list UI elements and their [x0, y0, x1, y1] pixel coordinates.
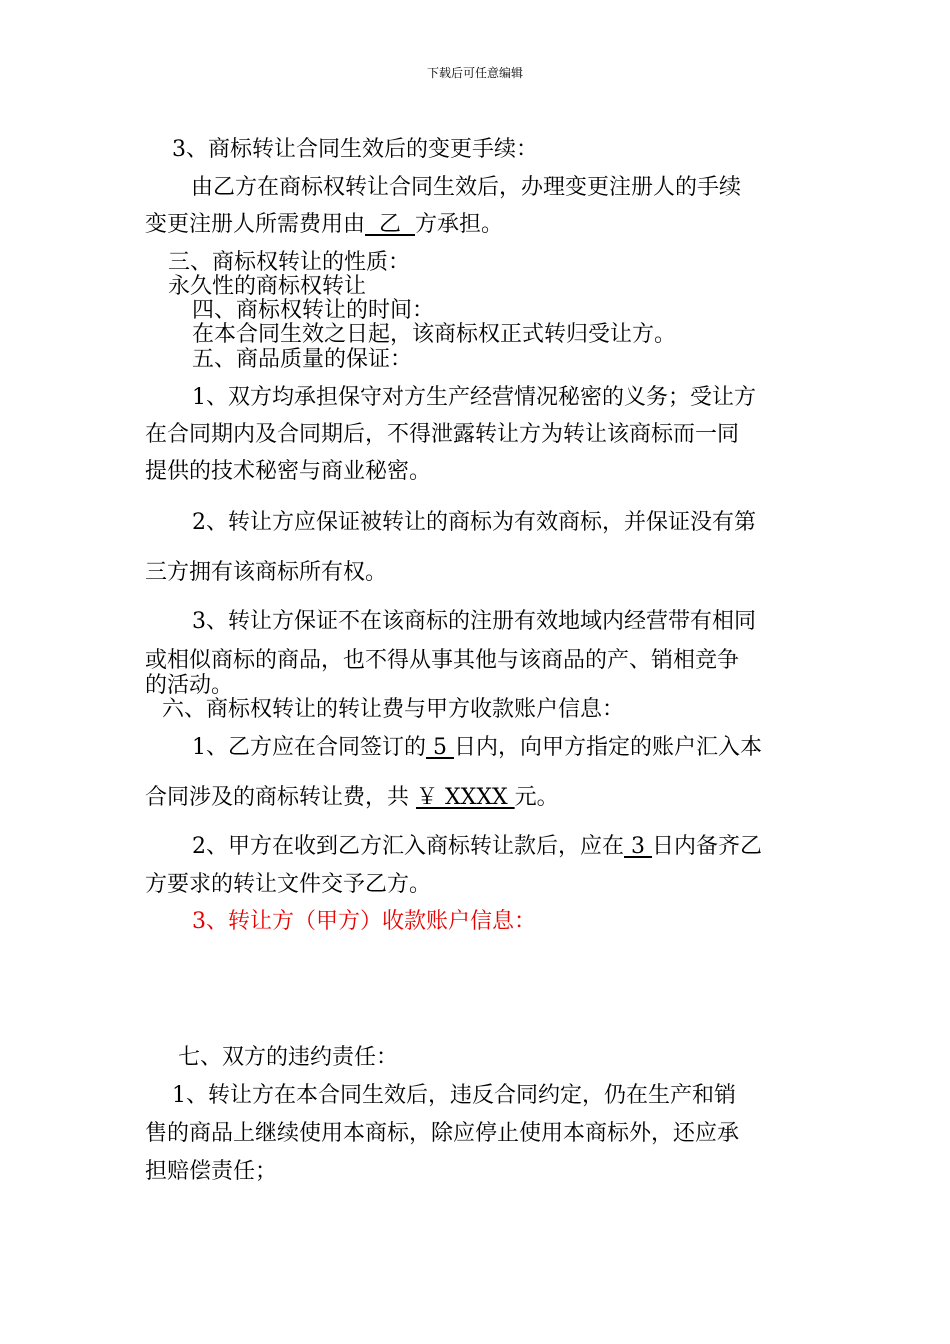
underlined-amount: ￥ XXXX: [416, 785, 515, 810]
paragraph-line: 在合同期内及合同期后，不得泄露转让方为转让该商标而一同: [145, 422, 740, 447]
paragraph-line: [192, 735, 762, 761]
text-run: 变更注册人所需费用由: [145, 212, 366, 237]
paragraph-line: 或相似商标的商品，也不得从事其他与该商品的产、销相竞争: [145, 648, 740, 673]
paragraph-line: 在本合同生效之日起，该商标权正式转归受让方。: [192, 322, 677, 347]
paragraph-line: 2、转让方应保证被转让的商标为有效商标，并保证没有第: [192, 510, 756, 535]
paragraph-line: 方要求的转让文件交予乙方。: [145, 872, 432, 897]
section-3-heading: 3、商标转让合同生效后的变更手续：: [172, 137, 538, 162]
text-run: 日内，向甲方指定的账户汇入本: [453, 735, 762, 760]
paragraph-line: 永久性的商标权转让: [168, 274, 367, 299]
text-run: 合同涉及的商标转让费，共: [145, 785, 416, 810]
paragraph-line: [192, 834, 762, 860]
section-title-fee: 六、商标权转让的转让费与甲方收款账户信息：: [162, 697, 625, 722]
paragraph-line: 售的商品上继续使用本商标，除应停止使用本商标外，还应承: [145, 1121, 740, 1146]
section-title-nature: 三、商标权转让的性质：: [168, 250, 411, 275]
page-header: 下载后可任意编辑: [426, 66, 523, 80]
text-run: 元。: [514, 785, 559, 810]
paragraph-line: [145, 785, 559, 811]
account-info-heading: 3、转让方（甲方）收款账户信息：: [192, 909, 536, 934]
underlined-blank: 乙: [365, 212, 415, 237]
text-run: 日内备齐乙: [651, 834, 762, 859]
paragraph-line: 3、转让方保证不在该商标的注册有效地域内经营带有相同: [192, 609, 756, 634]
section-title-quality: 五、商品质量的保证：: [192, 347, 413, 372]
text-run: 1、乙方应在合同签订的: [192, 735, 426, 760]
text-run: 2、甲方在收到乙方汇入商标转让款后，应在: [192, 834, 624, 859]
section-title-liability: 七、双方的违约责任：: [178, 1045, 399, 1070]
paragraph-line: [145, 212, 503, 238]
paragraph-line: 的活动。: [145, 673, 234, 698]
paragraph-line: 三方拥有该商标所有权。: [145, 560, 388, 585]
underlined-days: 3: [624, 834, 652, 859]
paragraph-line: 提供的技术秘密与商业秘密。: [145, 459, 432, 484]
underlined-days: 5: [426, 735, 454, 760]
paragraph-line: 1、转让方在本合同生效后，违反合同约定，仍在生产和销: [172, 1083, 736, 1108]
paragraph-line: 1、双方均承担保守对方生产经营情况秘密的义务；受让方: [192, 385, 756, 410]
section-title-time: 四、商标权转让的时间：: [192, 298, 435, 323]
text-run: 方承担。: [415, 212, 504, 237]
paragraph-line: 由乙方在商标权转让合同生效后，办理变更注册人的手续: [191, 175, 742, 200]
paragraph-line: 担赔偿责任；: [145, 1159, 278, 1184]
